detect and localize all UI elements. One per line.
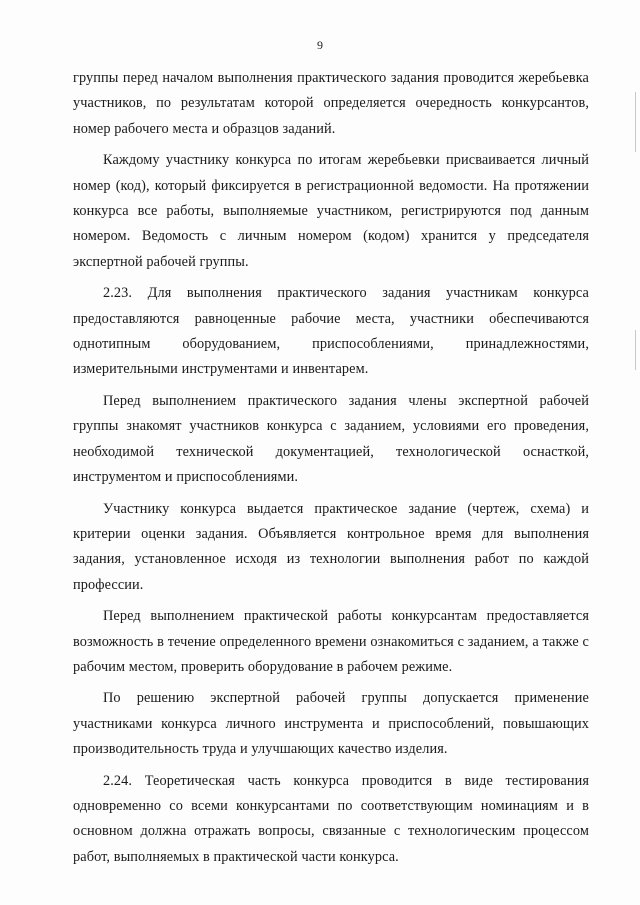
document-body [73, 66, 589, 876]
page-number: 9 [317, 38, 323, 52]
paragraph-2-24-theory: 2.24. Теоретическая часть конкурса проводится в виде тестирования одновременно со всеми конкурсантами по соответствующим номинациям и в основном должна отражать вопросы, связанные с технологическим процессом работ, выполняемых в практической части конкурса. [73, 772, 589, 865]
paragraph-continuation: группы перед началом выполнения практического задания проводится жеребьевка участников, по результатам которой определяется очередность конкурсантов, номер рабочего места и образцов заданий. [73, 70, 589, 137]
paragraph-task-issue: Участнику конкурса выдается практическое задание (чертеж, схема) и критерии оценки задания. Объявляется контрольное время для выполнения задания, установленное исходя из технологии выполнения работ по каждой профессии. [73, 500, 589, 593]
scan-margin-mark [635, 330, 636, 370]
paragraph-familiarization: Перед выполнением практической работы конкурсантам предоставляется возможность в течение определенного времени ознакомиться с заданием, а также с рабочим местом, проверить оборудование в рабочем режиме. [73, 608, 589, 675]
scan-margin-mark [635, 92, 636, 152]
paragraph-personal-number: Каждому участнику конкурса по итогам жеребьевки присваивается личный номер (код), который фиксируется в регистрационной ведомости. На протяжении конкурса все работы, выполняемые участником, регистрируются под данным номером. Ведомость с личным номером (кодом) хранится у председателя экспертной рабочей группы. [73, 152, 589, 270]
paragraph-2-23-workplaces: 2.23. Для выполнения практического задания участникам конкурса предоставляются равноценные рабочие места, участники обеспечиваются однотипным оборудованием, приспособлениями, принадлежностями, измерительными инструментами и инвентарем. [73, 285, 589, 378]
paragraph-briefing: Перед выполнением практического задания члены экспертной рабочей группы знакомят участников конкурса с заданием, условиями его проведения, необходимой технической документацией, технологической оснасткой, инструментом и приспособлениями. [73, 392, 589, 486]
paragraph-personal-tools: По решению экспертной рабочей группы допускается применение участниками конкурса личного инструмента и приспособлений, повышающих производительность труда и улучшающих качество изделия. [73, 690, 589, 758]
